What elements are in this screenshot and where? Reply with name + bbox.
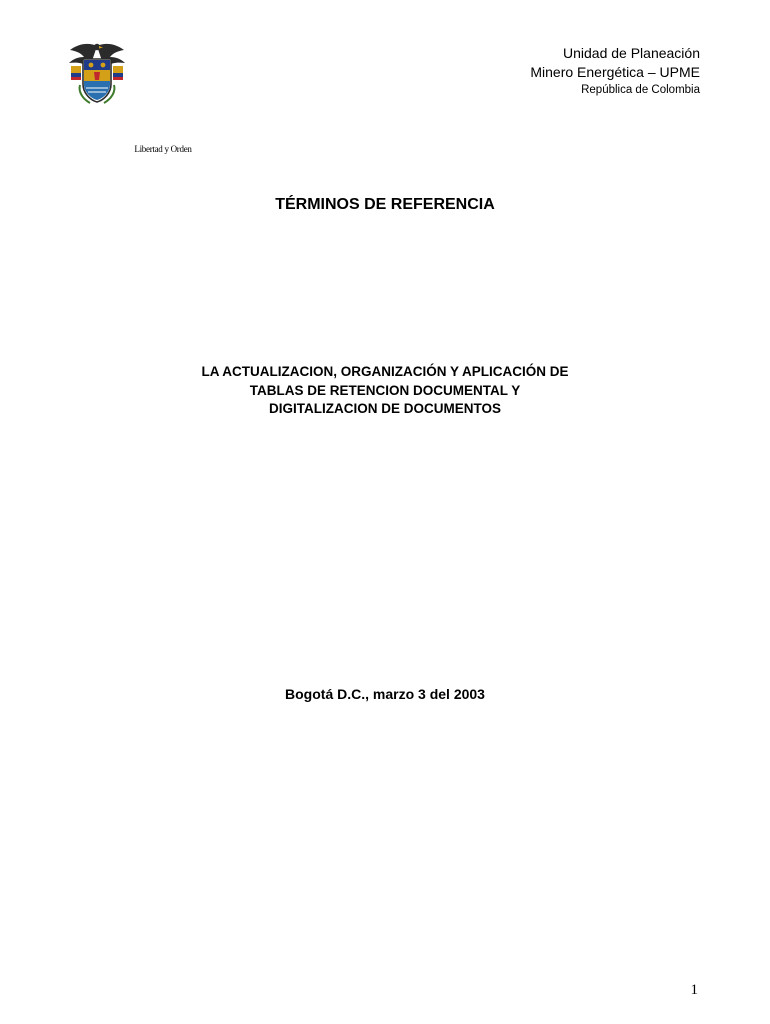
coat-of-arms-motto: Libertad y Orden xyxy=(134,144,192,154)
document-date: Bogotá D.C., marzo 3 del 2003 xyxy=(285,686,485,702)
document-title: TÉRMINOS DE REFERENCIA xyxy=(275,196,495,213)
organization-name-line2: Minero Energética – UPME xyxy=(530,64,700,80)
document-subtitle xyxy=(0,363,770,419)
organization-header xyxy=(530,44,700,98)
subtitle-line: LA ACTUALIZACION, ORGANIZACIÓN Y APLICACIÓN DE xyxy=(201,364,569,379)
subtitle-line: DIGITALIZACION DE DOCUMENTOS xyxy=(269,401,501,416)
page-number: 1 xyxy=(690,982,698,998)
organization-name-line1: Unidad de Planeación xyxy=(563,45,700,61)
country-name: República de Colombia xyxy=(581,84,700,96)
coat-of-arms-graphic xyxy=(66,40,128,106)
subtitle-line: TABLAS DE RETENCION DOCUMENTAL Y xyxy=(249,382,521,398)
colombia-coat-of-arms-icon xyxy=(66,40,192,154)
